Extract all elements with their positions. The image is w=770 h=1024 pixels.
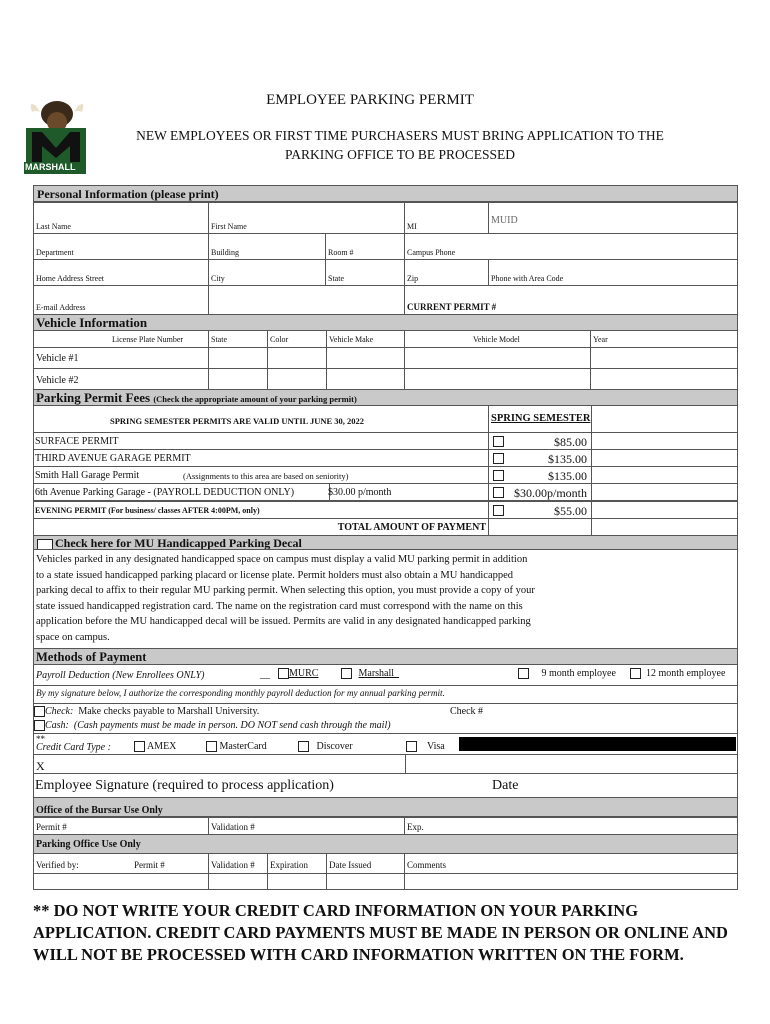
cash-label: Cash: <box>45 720 69 731</box>
year-header <box>590 330 738 348</box>
last-name-field[interactable] <box>33 202 209 234</box>
comments-value[interactable] <box>404 873 738 890</box>
department-label: Department <box>36 248 74 257</box>
signature-x-row[interactable] <box>33 754 738 774</box>
check-label: Check: <box>45 706 74 717</box>
total-amount-field[interactable] <box>488 518 592 536</box>
current-permit-label: CURRENT PERMIT # <box>407 302 497 312</box>
redacted-card-number <box>459 737 736 751</box>
fee-name: EVENING PERMIT (For business/ classes AFTER 4:00PM, only) <box>35 506 260 515</box>
muid-label: MUID <box>491 215 518 226</box>
payroll-blank: __ <box>260 669 270 680</box>
credit-card-warning: ** DO NOT WRITE YOUR CREDIT CARD INFORMATION ON YOUR PARKING APPLICATION. CREDIT CARD PAYMENTS MUST BE MADE IN PERSON OR ONLINE AND WILL NOT BE PROCESSED WITH CARD INFORMATION WRITTEN ON THE FORM. <box>33 901 728 964</box>
office-validation-label: Validation # <box>211 860 255 870</box>
visa-checkbox[interactable] <box>406 741 417 752</box>
fees-heading-title: Parking Permit Fees <box>36 390 151 405</box>
year-label: Year <box>593 335 608 344</box>
building-field[interactable] <box>208 233 326 260</box>
cash-checkbox[interactable] <box>34 720 45 731</box>
amex-checkbox[interactable] <box>134 741 145 752</box>
vehicle-2-year[interactable] <box>590 368 738 390</box>
fee-name-cell <box>33 483 330 501</box>
total-cell <box>33 518 489 536</box>
signature-label: Employee Signature (required to process application) <box>35 778 334 793</box>
verified-value[interactable] <box>33 873 209 890</box>
cc-type-label: Credit Card Type : <box>36 742 111 753</box>
department-field[interactable] <box>33 233 209 260</box>
email-field-extra[interactable] <box>208 285 405 315</box>
fee-name-cell <box>33 449 489 467</box>
total-spare <box>591 518 738 536</box>
semester-cell <box>488 405 592 433</box>
mastercard-label: MasterCard <box>219 741 267 752</box>
fee-price-cell[interactable] <box>488 466 592 484</box>
mastercard-checkbox[interactable] <box>206 741 217 752</box>
city-label: City <box>211 274 225 283</box>
expiration-value[interactable] <box>267 873 327 890</box>
payroll-label: Payroll Deduction (New Enrollees ONLY) <box>36 670 205 681</box>
discover-checkbox[interactable] <box>298 741 309 752</box>
cc-stars: ** <box>36 734 45 744</box>
fee-price-cell[interactable] <box>488 449 592 467</box>
verified-field[interactable] <box>33 853 209 874</box>
state-label: State <box>328 274 344 283</box>
handicap-text-box <box>33 549 738 649</box>
payroll-row <box>33 664 738 686</box>
twelve-month-label: 12 month employee <box>646 668 726 679</box>
cash-option[interactable] <box>34 720 391 731</box>
check-text: Make checks payable to Marshall University. <box>78 706 260 717</box>
office-date-issued-label: Date Issued <box>329 860 372 870</box>
check-checkbox[interactable] <box>34 706 45 717</box>
first-name-field[interactable] <box>208 202 405 234</box>
fee-price: $135.00 <box>548 452 587 466</box>
license-header <box>33 330 209 348</box>
office-date-issued-field[interactable] <box>326 853 405 874</box>
last-name-label: Last Name <box>36 222 71 231</box>
nine-month-option[interactable] <box>518 668 616 679</box>
vehicle-1-make[interactable] <box>326 347 405 369</box>
visa-label: Visa <box>427 741 445 752</box>
office-expiration-field[interactable] <box>267 853 327 874</box>
cash-text: (Cash payments must be made in person. DO NOT send cash through the mail) <box>73 720 391 731</box>
marshall-label: Marshall <box>358 668 395 679</box>
handicap-line: application before the MU handicapped decal will be issued. Permits are valid in any designated handicapped parking <box>36 616 531 627</box>
license-label: License Plate Number <box>112 335 184 344</box>
zip-field[interactable] <box>404 259 489 286</box>
make-label: Vehicle Make <box>329 335 374 344</box>
office-comments-label: Comments <box>407 860 447 870</box>
fee-checkbox[interactable] <box>493 487 504 498</box>
vehicle-2-model[interactable] <box>404 368 591 390</box>
fee-spare-cell <box>591 432 738 450</box>
fee-spare-cell <box>591 483 738 501</box>
office-comments-field[interactable] <box>404 853 738 874</box>
campus-phone-label: Campus Phone <box>407 248 456 257</box>
room-label: Room # <box>328 248 354 257</box>
bursar-exp-field[interactable] <box>404 817 738 835</box>
date-issued-value[interactable] <box>326 873 405 890</box>
fee-price-cell[interactable] <box>488 432 592 450</box>
muid-field[interactable] <box>488 202 738 234</box>
bursar-validation-field[interactable] <box>208 817 405 835</box>
zip-label: Zip <box>407 274 419 283</box>
vehicle-1-label: Vehicle #1 <box>36 353 79 364</box>
handicap-heading-text: Check here for MU Handicapped Parking Decal <box>55 536 302 550</box>
nine-month-checkbox[interactable] <box>518 668 529 679</box>
discover-option[interactable] <box>298 741 353 752</box>
nine-month-label: 9 month employee <box>541 668 616 679</box>
handicap-line: space on campus. <box>36 631 110 643</box>
home-address-label: Home Address Street <box>36 274 104 283</box>
handicap-heading[interactable] <box>33 535 738 550</box>
office-expiration-label: Expiration <box>270 860 308 870</box>
logo-text: MARSHALL <box>25 162 76 172</box>
vehicle-2-state[interactable] <box>208 368 268 390</box>
fee-spare-cell <box>591 466 738 484</box>
handicap-line: parking decal to affix to their regular MU parking permit. When selecting this option, you must provide a copy of your <box>36 585 535 596</box>
personal-info-heading: Personal Information (please print) <box>33 185 738 202</box>
page-subtitle <box>95 126 705 164</box>
vstate-label: State <box>211 335 227 344</box>
fee-spare-cell <box>591 449 738 467</box>
fee-checkbox[interactable] <box>493 436 504 447</box>
verified-label: Verified by: <box>36 860 79 870</box>
vehicle-2-label: Vehicle #2 <box>36 375 79 386</box>
city-field[interactable] <box>208 259 326 286</box>
twelve-month-option[interactable] <box>630 668 725 679</box>
visa-option[interactable] <box>406 741 445 752</box>
fee-extra: (Assignments to this area are based on seniority) <box>183 471 349 481</box>
authorize-row <box>33 685 738 703</box>
vehicle-info-heading: Vehicle Information <box>33 314 738 331</box>
valid-note: SPRING SEMESTER PERMITS ARE VALID UNTIL JUNE 30, 2022 <box>110 416 365 426</box>
check-row <box>33 703 738 719</box>
check-option[interactable] <box>34 706 259 717</box>
email-field[interactable] <box>33 285 209 315</box>
bursar-permit-field[interactable] <box>33 817 209 835</box>
vehicle-2-plate[interactable] <box>33 368 209 390</box>
office-permit-label: Permit # <box>134 860 165 870</box>
color-header <box>267 330 327 348</box>
marshall-option[interactable] <box>341 668 399 679</box>
fee-name-cell <box>33 501 489 519</box>
amex-option[interactable] <box>134 741 176 752</box>
handicap-line: state issued handicapped registration card. The name on the registration card must correspond with the name on this <box>36 600 523 612</box>
fee-name-cell <box>33 466 489 484</box>
fee-spare-cell <box>591 501 738 519</box>
murc-option[interactable] <box>278 668 318 679</box>
validation-value[interactable] <box>208 873 268 890</box>
subtitle-line-1: NEW EMPLOYEES OR FIRST TIME PURCHASERS MUST BRING APPLICATION TO THE <box>136 128 664 143</box>
room-field[interactable] <box>325 233 405 260</box>
vehicle-2-color[interactable] <box>267 368 327 390</box>
fees-heading-note: (Check the appropriate amount of your parking permit) <box>153 394 357 404</box>
fee-price: $135.00 <box>548 469 587 483</box>
semester-spare <box>591 405 738 433</box>
vehicle-1-plate[interactable] <box>33 347 209 369</box>
page-title: EMPLOYEE PARKING PERMIT <box>266 92 474 108</box>
fee-price-cell[interactable] <box>488 483 592 501</box>
twelve-month-checkbox[interactable] <box>630 668 641 679</box>
fee-name: SURFACE PERMIT <box>35 436 119 447</box>
semester-label: SPRING SEMESTER <box>491 413 591 424</box>
bursar-permit-label: Permit # <box>36 822 67 832</box>
signature-row <box>33 773 738 798</box>
email-label: E-mail Address <box>36 303 86 312</box>
office-validation-field[interactable] <box>208 853 268 874</box>
campus-phone-field[interactable] <box>404 233 738 260</box>
date-label: Date <box>492 778 519 793</box>
fee-extra-cell <box>329 483 489 501</box>
fee-price: $55.00 <box>554 504 587 518</box>
payment-heading: Methods of Payment <box>33 648 738 665</box>
marshall-checkbox[interactable] <box>341 668 352 679</box>
mi-label: MI <box>407 222 417 231</box>
building-label: Building <box>211 248 240 257</box>
authorize-text: By my signature below, I authorize the corresponding monthly payroll deduction for my annual parking permit. <box>36 688 445 698</box>
model-header <box>404 330 591 348</box>
valid-note-cell <box>33 405 489 433</box>
fee-checkbox[interactable] <box>493 470 504 481</box>
vehicle-1-state[interactable] <box>208 347 268 369</box>
office-heading: Parking Office Use Only <box>33 834 738 854</box>
amex-label: AMEX <box>146 741 177 752</box>
handicap-line: to a state issued handicapped parking placard or license plate. Permit holders must also obtain a MU handicapped <box>36 569 514 581</box>
total-label: TOTAL AMOUNT OF PAYMENT <box>337 522 486 533</box>
vehicle-1-color[interactable] <box>267 347 327 369</box>
fee-extra: $30.00 p/month <box>328 487 392 498</box>
cash-row <box>33 718 738 734</box>
fee-name: THIRD AVENUE GARAGE PERMIT <box>35 453 191 464</box>
current-permit-field[interactable] <box>404 285 738 315</box>
fee-checkbox[interactable] <box>493 453 504 464</box>
murc-label: MURC <box>289 668 319 679</box>
handicap-paragraph <box>36 552 735 645</box>
phone-area-field[interactable] <box>488 259 738 286</box>
fee-name-cell <box>33 432 489 450</box>
fee-price: $85.00 <box>554 435 587 449</box>
murc-checkbox[interactable] <box>278 668 289 679</box>
model-label: Vehicle Model <box>473 335 520 344</box>
fee-checkbox[interactable] <box>493 505 504 516</box>
color-label: Color <box>270 335 289 344</box>
discover-label: Discover <box>316 741 353 752</box>
make-header <box>326 330 405 348</box>
state-field[interactable] <box>325 259 405 286</box>
vehicle-1-model[interactable] <box>404 347 591 369</box>
subtitle-line-2: PARKING OFFICE TO BE PROCESSED <box>284 147 516 162</box>
home-address-field[interactable] <box>33 259 209 286</box>
bursar-validation-label: Validation # <box>211 822 255 832</box>
fee-price-cell[interactable] <box>488 501 592 519</box>
check-number-label: Check # <box>450 706 484 717</box>
signature-x: X <box>36 759 45 773</box>
fee-price: $30.00p/month <box>513 486 587 500</box>
fees-heading <box>33 389 738 406</box>
vstate-header <box>208 330 268 348</box>
handicap-line: Vehicles parked in any designated handicapped space on campus must display a valid MU parking permit in addition <box>36 554 528 565</box>
phone-area-label: Phone with Area Code <box>491 274 564 283</box>
vehicle-2-make[interactable] <box>326 368 405 390</box>
fee-name: Smith Hall Garage Permit <box>35 470 140 481</box>
mi-field[interactable] <box>404 202 489 234</box>
bursar-exp-label: Exp. <box>407 822 424 832</box>
bursar-heading: Office of the Bursar Use Only <box>33 797 738 817</box>
vehicle-1-year[interactable] <box>590 347 738 369</box>
fee-name: 6th Avenue Parking Garage - (PAYROLL DEDUCTION ONLY) <box>35 487 295 498</box>
mastercard-option[interactable] <box>206 741 267 752</box>
first-name-label: First Name <box>211 222 247 231</box>
cc-row <box>33 733 738 755</box>
